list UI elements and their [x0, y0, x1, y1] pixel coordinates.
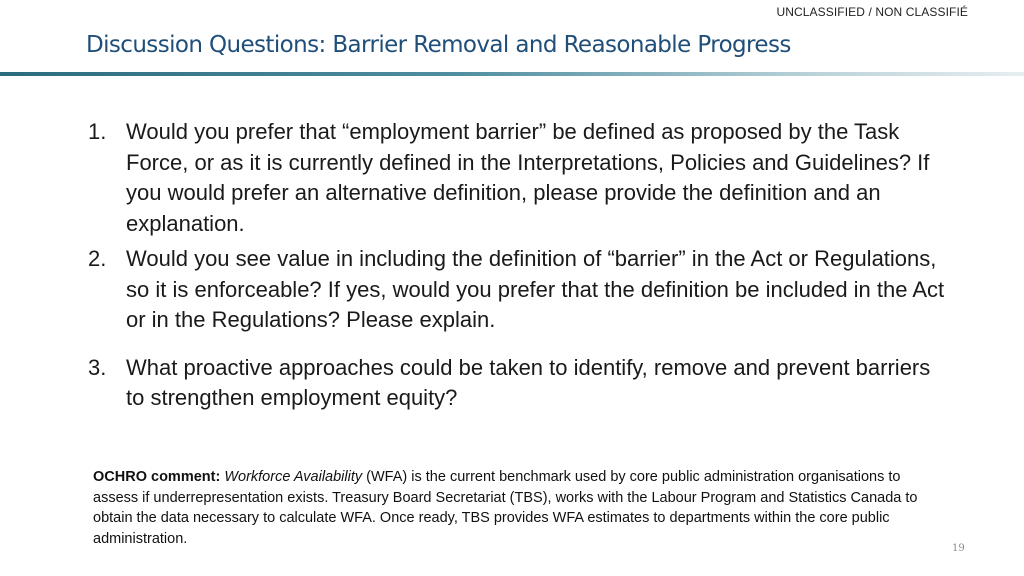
- question-number: 3.: [88, 354, 107, 380]
- classification-label: UNCLASSIFIED / NON CLASSIFIÉ: [776, 5, 968, 19]
- title-divider: [0, 72, 1024, 76]
- comment-term: Workforce Availability: [224, 469, 363, 485]
- question-text: Would you prefer that “employment barrier” be defined as proposed by the Task Force, or as it is currently defined in the Interpretations, Policies and Guidelines? If you would prefer an alternative definition, please provide the definition and an explanation.: [126, 119, 930, 236]
- comment-text: (WFA) is the current benchmark used by core public administration organisations to assess if underrepresentation exists. Treasury Board Secretariat (TBS), works with the Labour Program and Statistics Canada to obtain the data necessary to calculate WFA. Once ready, TBS provides WFA estimates to departments within the core public administration.: [93, 469, 918, 547]
- page-title: Discussion Questions: Barrier Removal and Reasonable Progress: [86, 32, 791, 58]
- comment-label: OCHRO comment:: [93, 469, 221, 485]
- question-text: What proactive approaches could be taken to identify, remove and prevent barriers to strengthen employment equity?: [126, 354, 931, 410]
- question-item-3: [88, 353, 948, 414]
- question-number: 1.: [88, 119, 107, 144]
- question-item-2: [88, 244, 948, 336]
- question-item-1: [88, 117, 948, 239]
- question-number: 2.: [88, 246, 107, 271]
- ochro-comment: [93, 467, 923, 549]
- question-list: [88, 117, 948, 414]
- question-text: Would you see value in including the definition of “barrier” in the Act or Regulations, so it is enforceable? If yes, would you prefer that the definition be included in the Act or in the Regulations? Please explain.: [126, 246, 945, 332]
- page-number: 19: [952, 543, 965, 554]
